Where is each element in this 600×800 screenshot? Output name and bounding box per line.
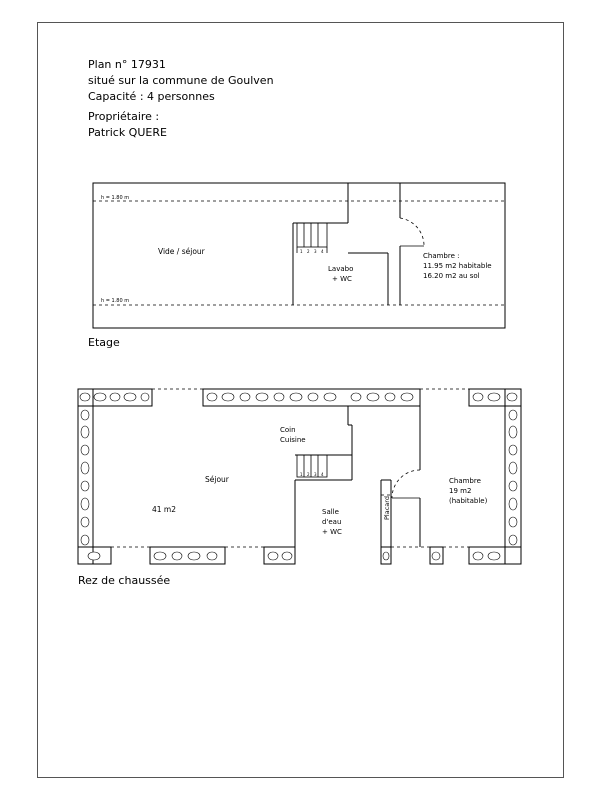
- etage-caption: Etage: [88, 336, 120, 349]
- rdc-stair-number: 4: [321, 472, 324, 477]
- rdc-stair-number: 2: [307, 472, 310, 477]
- etage-chambre-label: Chambre :: [423, 252, 460, 260]
- rdc-cuisine-label: Cuisine: [280, 436, 306, 444]
- rdc-chambre-habitable: (habitable): [449, 497, 488, 505]
- rdc-door-swing: [392, 470, 420, 498]
- rdc-coin-label: Coin: [280, 426, 296, 434]
- rdc-salle-label: Salle: [322, 508, 339, 516]
- etage-vide-sejour: Vide / séjour: [158, 247, 205, 256]
- plan-location: situé sur la commune de Goulven: [88, 74, 274, 87]
- plan-capacity: Capacité : 4 personnes: [88, 90, 215, 103]
- etage-stair-number: 4: [321, 249, 324, 254]
- etage-chambre-habitable: 11.95 m2 habitable: [423, 262, 492, 270]
- owner-name: Patrick QUERE: [88, 126, 167, 139]
- rdc-stair-number: 3: [314, 472, 317, 477]
- rdc-partitions: [111, 389, 472, 547]
- plan-number: Plan n° 17931: [88, 58, 166, 71]
- etage-height-bottom: h = 1.80 m: [101, 298, 130, 304]
- etage-chambre-sol: 16.20 m2 au sol: [423, 272, 480, 280]
- etage-lavabo-wc-label: + WC: [332, 275, 352, 283]
- etage-stair-number: 1: [300, 249, 303, 254]
- rdc-wc-label: + WC: [322, 528, 342, 536]
- etage-height-top: h = 1.80 m: [101, 195, 130, 201]
- rdc-sejour-label: Séjour: [205, 475, 229, 484]
- rdc-sejour-area: 41 m2: [152, 505, 177, 514]
- etage-stair-number: 2: [307, 249, 310, 254]
- etage-door-swing: [400, 218, 424, 246]
- rdc-placard-label: Placard: [383, 496, 391, 520]
- etage-lavabo-label: Lavabo: [328, 265, 354, 273]
- rdc-chambre-label: Chambre: [449, 477, 481, 485]
- rdc-stair-number: 1: [300, 472, 303, 477]
- etage-stair-number: 3: [314, 249, 317, 254]
- rdc-chambre-area: 19 m2: [449, 487, 472, 495]
- rdc-eau-label: d'eau: [322, 518, 342, 526]
- owner-label: Propriétaire :: [88, 110, 160, 123]
- rdc-caption: Rez de chaussée: [78, 574, 171, 587]
